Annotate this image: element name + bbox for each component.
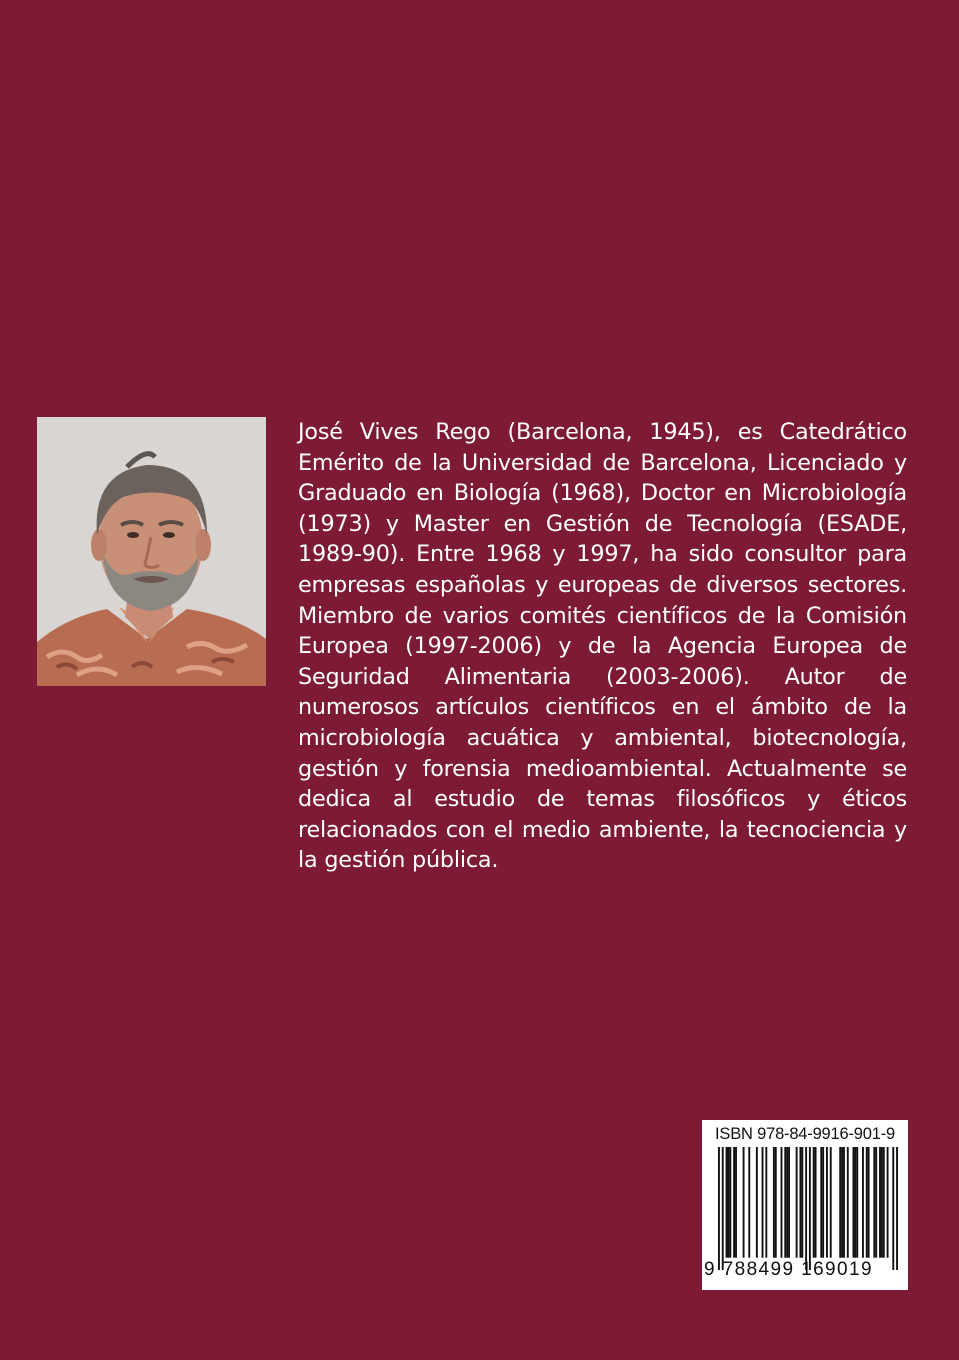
barcode-bar xyxy=(887,1147,889,1258)
isbn-label: ISBN 978-84-9916-901-9 xyxy=(715,1125,895,1143)
barcode-bar xyxy=(726,1147,728,1258)
barcode-bar xyxy=(743,1147,745,1258)
barcode-bar xyxy=(781,1147,783,1258)
barcode-bar xyxy=(856,1147,858,1258)
barcode-icon xyxy=(718,1147,898,1270)
barcode-guard-bar xyxy=(892,1147,894,1270)
barcode-bar xyxy=(879,1147,881,1258)
barcode-guard-bar xyxy=(718,1147,720,1270)
isbn-barcode xyxy=(702,1120,908,1290)
barcode-bar xyxy=(830,1147,832,1258)
barcode-bar xyxy=(868,1147,870,1258)
barcode-bar xyxy=(826,1147,828,1258)
author-portrait-icon xyxy=(37,417,266,686)
barcode-bars xyxy=(718,1147,898,1270)
barcode-digits: 9 788499 169019 xyxy=(704,1259,873,1280)
barcode-bar xyxy=(784,1147,786,1258)
barcode-guard-bar xyxy=(722,1147,724,1270)
barcode-bar xyxy=(729,1147,731,1258)
barcode-bar xyxy=(801,1147,803,1258)
barcode-bar xyxy=(822,1147,824,1258)
barcode-bar xyxy=(735,1147,737,1258)
barcode-bar xyxy=(839,1147,841,1258)
barcode-bar xyxy=(883,1147,885,1258)
barcode-bar xyxy=(748,1147,750,1258)
barcode-bar xyxy=(756,1147,758,1258)
barcode-guard-bar xyxy=(805,1147,807,1270)
author-photo xyxy=(37,417,266,686)
barcode-bar xyxy=(786,1147,788,1258)
barcode-bar xyxy=(847,1147,849,1258)
barcode-bar xyxy=(773,1147,775,1258)
barcode-bar xyxy=(775,1147,777,1258)
barcode-bar xyxy=(815,1147,817,1258)
barcode-bar xyxy=(843,1147,845,1258)
barcode-bar xyxy=(853,1147,855,1258)
author-bio: José Vives Rego (Barcelona, 1945), es Catedrático Emérito de la Universidad de Barcelona, Licenciado y Graduado en Biología (1968), Doctor en Microbiología (1973) y Master en Gestión de Tecnología (ESADE, 1989-90). Entre 1968 y 1997, ha sido consultor para empresas españolas y europeas de diversos sectores. Miembro de varios comités científicos de la Comisión Europea (1997-2006) y de la Agencia Europea de Seguridad Alimentaria (2003-2006). Autor de numerosos artículos científicos en el ámbito de la microbiología acuática y ambiental, biotecnología, gestión y forensia medioambiental. Actualmente se dedica al estudio de temas filosóficos y éticos relacionados con el medio ambiente, la tecnociencia y la gestión pública. xyxy=(298,419,907,874)
barcode-bar xyxy=(762,1147,764,1258)
barcode-bar xyxy=(862,1147,864,1258)
barcode-bar xyxy=(727,1147,729,1258)
barcode-bar xyxy=(733,1147,735,1258)
barcode-bar xyxy=(799,1147,801,1258)
barcode-bar xyxy=(765,1147,767,1258)
barcode-bar xyxy=(881,1147,883,1258)
barcode-bar xyxy=(866,1147,868,1258)
barcode-guard-bar xyxy=(896,1147,898,1270)
barcode-bar xyxy=(854,1147,856,1258)
barcode-bar xyxy=(788,1147,790,1258)
barcode-bar xyxy=(820,1147,822,1258)
barcode-bar xyxy=(796,1147,798,1258)
barcode-bar xyxy=(841,1147,843,1258)
barcode-bar xyxy=(875,1147,877,1258)
barcode-guard-bar xyxy=(809,1147,811,1270)
barcode-bar xyxy=(813,1147,815,1258)
barcode-bar xyxy=(873,1147,875,1258)
